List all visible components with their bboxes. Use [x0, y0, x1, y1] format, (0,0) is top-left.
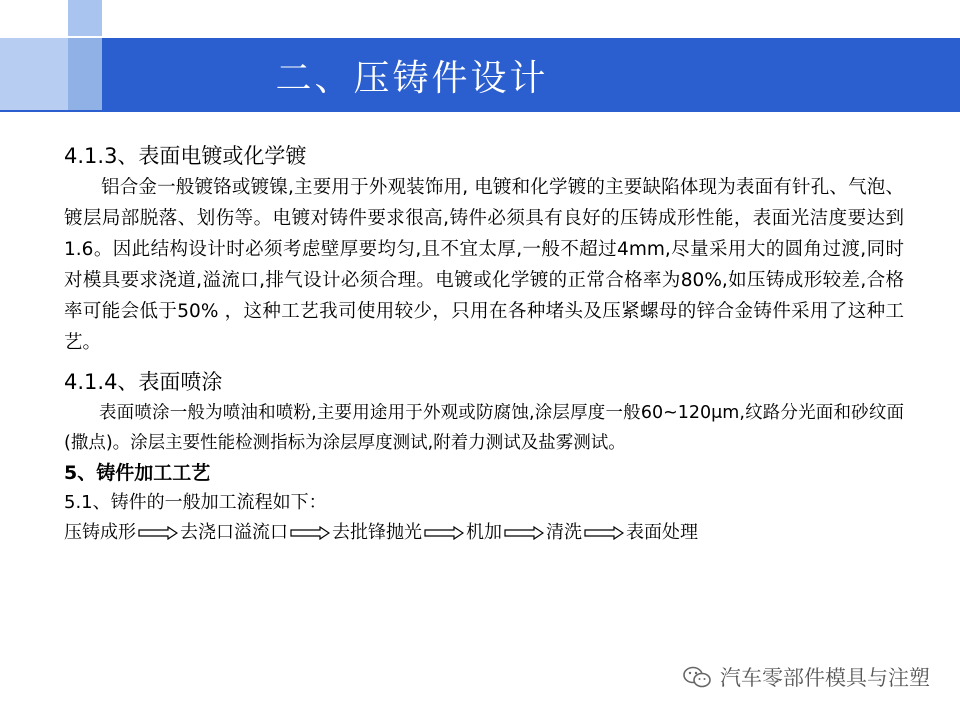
- decor-square-dark: [68, 38, 102, 112]
- arrow-right-icon: [504, 526, 544, 540]
- arrow-right-icon: [584, 526, 624, 540]
- flow-step: 机加: [466, 522, 502, 543]
- section-subheading-51: 5.1、铸件的一般加工流程如下：: [64, 492, 327, 513]
- flow-step: 去批锋抛光: [332, 522, 422, 543]
- decor-square-top: [68, 0, 102, 36]
- watermark: [682, 662, 930, 692]
- watermark-text: 汽车零部件模具与注塑: [720, 666, 930, 690]
- decor-square-left: [0, 38, 36, 112]
- wechat-icon: [682, 665, 712, 689]
- slide-content: [64, 140, 904, 548]
- process-flow: [64, 518, 904, 548]
- section-paragraph-413: 铝合金一般镀铬或镀镍,主要用于外观装饰用, 电镀和化学镀的主要缺陷体现为表面有针孔、气泡、镀层局部脱落、划伤等。电镀对铸件要求很高,铸件必须具有良好的压铸成形性能，表面光洁度要达到1.6。因此结构设计时必须考虑壁厚要均匀,且不宜太厚,一般不超过4mm,尽量采用大的圆角过渡,同时对模具要求浇道,溢流口,排气设计必须合理。电镀或化学镀的正常合格率为80%,如压铸成形较差,合格率可能会低于50% ，这种工艺我司使用较少，只用在各种堵头及压紧螺母的锌合金铸件采用了这种工艺。: [64, 177, 904, 353]
- arrow-right-icon: [424, 526, 464, 540]
- section-paragraph-414: 表面喷涂一般为喷油和喷粉,主要用途用于外观或防腐蚀,涂层厚度一般60~120μm,纹路分光面和砂纹面(撒点)。涂层主要性能检测指标为涂层厚度测试,附着力测试及盐雾测试。: [64, 403, 904, 453]
- arrow-right-icon: [138, 526, 178, 540]
- section-heading-414: 4.1.4、表面喷涂: [64, 370, 223, 394]
- section-heading-5: 5、铸件加工工艺: [64, 462, 211, 484]
- arrow-right-icon: [290, 526, 330, 540]
- flow-step: 压铸成形: [64, 522, 136, 543]
- flow-step: 清洗: [546, 522, 582, 543]
- page-title: 二、压铸件设计: [275, 57, 549, 99]
- flow-step: 去浇口溢流口: [180, 522, 288, 543]
- flow-step: 表面处理: [626, 522, 698, 543]
- section-heading-413: 4.1.3、表面电镀或化学镀: [64, 144, 307, 168]
